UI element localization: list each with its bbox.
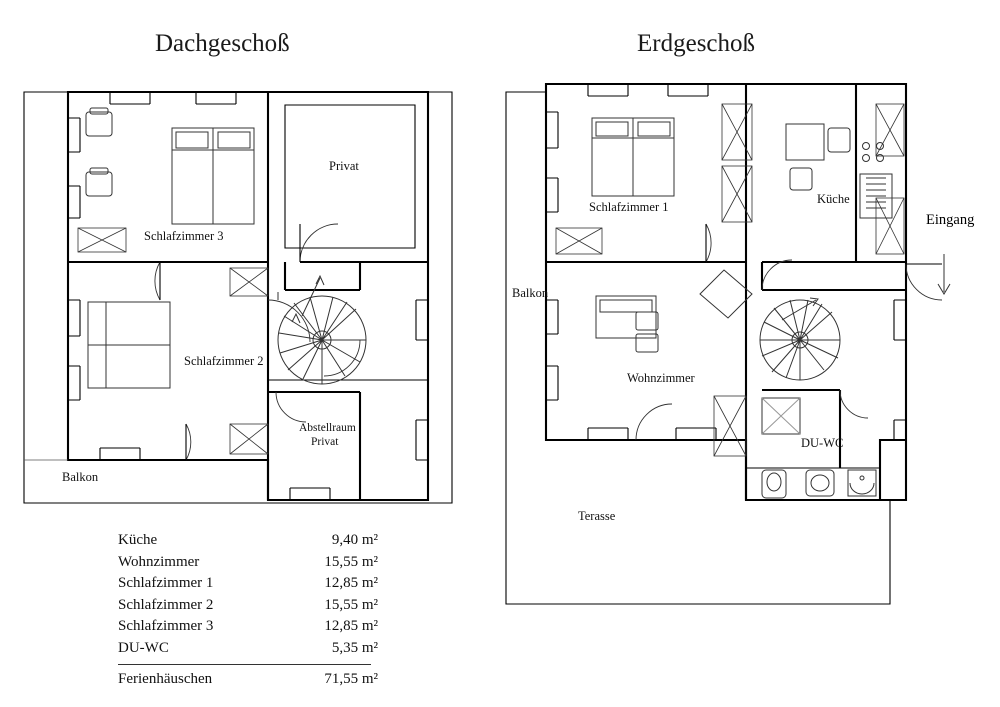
room-label-schlafzimmer-1: Schlafzimmer 1 (589, 200, 669, 214)
legend-row (118, 616, 378, 638)
area-legend (118, 530, 378, 691)
legend-divider (118, 664, 371, 665)
legend-label: Wohnzimmer (118, 553, 200, 570)
room-label-schlafzimmer-2: Schlafzimmer 2 (184, 354, 264, 368)
ground-floor-plan (506, 84, 950, 604)
legend-value: 15,55 m² (324, 553, 378, 570)
room-label-schlafzimmer-3: Schlafzimmer 3 (144, 229, 224, 243)
room-label-abstellraum-privat: Privat (311, 436, 339, 448)
room-label-du-wc: DU-WC (801, 436, 844, 450)
legend-row (118, 638, 378, 660)
legend-label: Schlafzimmer 2 (118, 596, 214, 613)
legend-total-row (118, 669, 378, 691)
legend-total-value: 71,55 m² (324, 671, 378, 687)
legend-value: 12,85 m² (324, 575, 378, 591)
legend-value: 9,40 m² (331, 532, 378, 548)
legend-label: Schlafzimmer 1 (118, 575, 214, 591)
upper-floor-title: Dachgeschoß (155, 30, 290, 57)
upper-floor-plan (24, 92, 452, 503)
legend-row (118, 595, 378, 617)
legend-row (118, 530, 378, 552)
ground-floor-title: Erdgeschoß (637, 30, 756, 57)
room-label-privat: Privat (329, 159, 359, 173)
entrance-label: Eingang (926, 212, 975, 228)
legend-row (118, 573, 378, 595)
legend-value: 5,35 m² (331, 639, 378, 656)
legend-value: 15,55 m² (324, 596, 378, 613)
room-label-kueche: Küche (817, 192, 850, 206)
room-label-balkon-ground: Balkon (512, 286, 549, 300)
legend-value: 12,85 m² (324, 618, 378, 634)
room-label-abstellraum: Abstellraum (299, 422, 356, 434)
room-label-balkon-upper: Balkon (62, 470, 99, 484)
legend-total-label: Ferienhäuschen (118, 671, 213, 687)
legend-label: Küche (118, 532, 158, 548)
room-label-wohnzimmer: Wohnzimmer (627, 371, 695, 385)
room-label-terasse: Terasse (578, 509, 616, 523)
legend-label: Schlafzimmer 3 (118, 618, 214, 634)
legend-row (118, 552, 378, 574)
legend-label: DU-WC (118, 639, 169, 656)
